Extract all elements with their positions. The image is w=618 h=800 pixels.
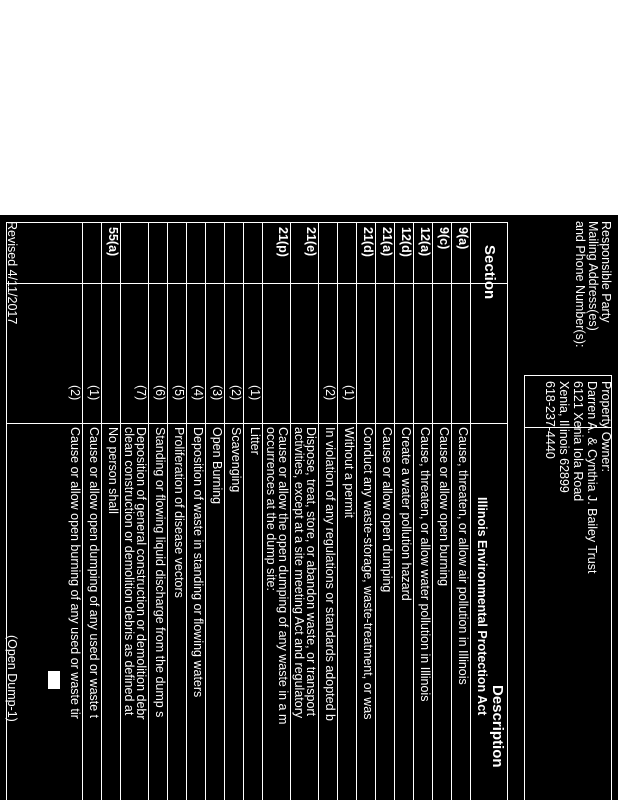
owner-line-1: Darren A. & Cynthia J. Bailey Trust (585, 381, 599, 574)
rotated-document-page (0, 215, 618, 800)
row-rule (101, 223, 102, 800)
row-subsection: (1) (87, 385, 101, 401)
redaction-mark (48, 671, 60, 689)
row-rule (413, 223, 414, 800)
row-description: Deposition of general construction or demolition debr (134, 427, 148, 720)
row-section: 21(a) (380, 227, 394, 257)
row-description: Cause, threaten, or allow water pollution in Illinois (418, 427, 432, 702)
row-section: 9(c) (437, 227, 451, 250)
row-description: Cause or allow the open dumping of any waste in a m (276, 427, 290, 725)
row-section: 12(d) (399, 227, 413, 257)
row-description: Cause or allow open dumping of any used or waste t (87, 427, 101, 719)
row-rule (356, 223, 357, 800)
row-rule (148, 223, 149, 800)
row-description-continued: activities, except at a site meeting Act and regulatory (292, 427, 306, 719)
row-section: 9(a) (456, 227, 470, 250)
owner-line-2: 6121 Xenia Iola Road (571, 381, 585, 502)
row-rule (394, 223, 395, 800)
row-subsection: (6) (153, 385, 167, 401)
row-rule (375, 223, 376, 800)
row-rule (337, 223, 338, 800)
responsible-party-label-3: and Phone Number(s): (573, 221, 587, 348)
row-description: Cause, threaten, or allow air pollution in Illinois (456, 427, 470, 685)
property-owner-label: Property Owner: (599, 381, 613, 473)
row-section: 21(e) (304, 227, 318, 257)
row-description-continued: clean construction or demolition debris as defined at (122, 427, 136, 716)
revised-date: Revised 4/11/2017 (5, 221, 19, 325)
row-section: 21(d) (361, 227, 375, 257)
responsible-party-label-1: Responsible Party (599, 221, 613, 323)
responsible-party-label-2: Mailing Address(es) (586, 221, 600, 331)
owner-line-4: 618-237-4440 (543, 381, 557, 459)
row-rule (224, 223, 225, 800)
owner-line-3: Xenia, Illinois 62899 (557, 381, 571, 493)
row-section: 12(a) (418, 227, 432, 257)
row-description: Open Burning (210, 427, 224, 505)
row-description: Scavenging (229, 427, 243, 493)
row-rule (120, 223, 121, 800)
row-rule (186, 223, 187, 800)
row-subsection: (2) (229, 385, 243, 401)
row-rule (470, 223, 471, 800)
row-subsection: (7) (134, 385, 148, 401)
row-description: Without a permit (342, 427, 356, 519)
row-description-continued: occurrences at the dump site: (264, 427, 278, 591)
row-rule (205, 223, 206, 800)
row-rule (243, 223, 244, 800)
row-subsection: (1) (248, 385, 262, 401)
row-rule (432, 223, 433, 800)
row-rule (82, 223, 83, 800)
description-header: Description (489, 685, 506, 768)
row-description: Cause or allow open dumping (380, 427, 394, 593)
row-description: Proliferation of disease vectors (172, 427, 186, 598)
row-rule (451, 223, 452, 800)
row-subsection: (2) (68, 385, 82, 401)
row-subsection: (5) (172, 385, 186, 401)
row-description: Create a water pollution hazard (399, 427, 413, 601)
row-description: Deposition of waste in standing or flowing waters (191, 427, 205, 698)
row-description: Cause or allow open burning (437, 427, 451, 587)
row-description: In violation of any regulations or standards adopted b (323, 427, 337, 721)
row-subsection: (1) (342, 385, 356, 401)
row-rule (318, 223, 319, 800)
row-description: No person shall (106, 427, 120, 514)
act-title: Illinois Environmental Protection Act (475, 497, 489, 716)
scanned-page-background (0, 215, 618, 800)
row-subsection: (3) (210, 385, 224, 401)
form-name: (Open Dump-1) (5, 635, 19, 722)
row-section: 21(p) (276, 227, 290, 257)
row-rule (167, 223, 168, 800)
row-section: 55(a) (106, 227, 120, 257)
row-description: Conduct any waste-storage, waste-treatment, or was (361, 427, 375, 720)
row-description: Litter (248, 427, 262, 455)
row-description: Standing or flowing liquid discharge from the dump s (153, 427, 167, 718)
row-description: Cause or allow open burning of any used or waste tir (68, 427, 82, 719)
section-header: Section (481, 245, 498, 300)
row-subsection: (4) (191, 385, 205, 401)
row-subsection: (2) (323, 385, 337, 401)
row-rule (290, 223, 291, 800)
row-rule (262, 223, 263, 800)
row-description: Dispose, treat, store, or abandon waste, or transport (304, 427, 318, 717)
